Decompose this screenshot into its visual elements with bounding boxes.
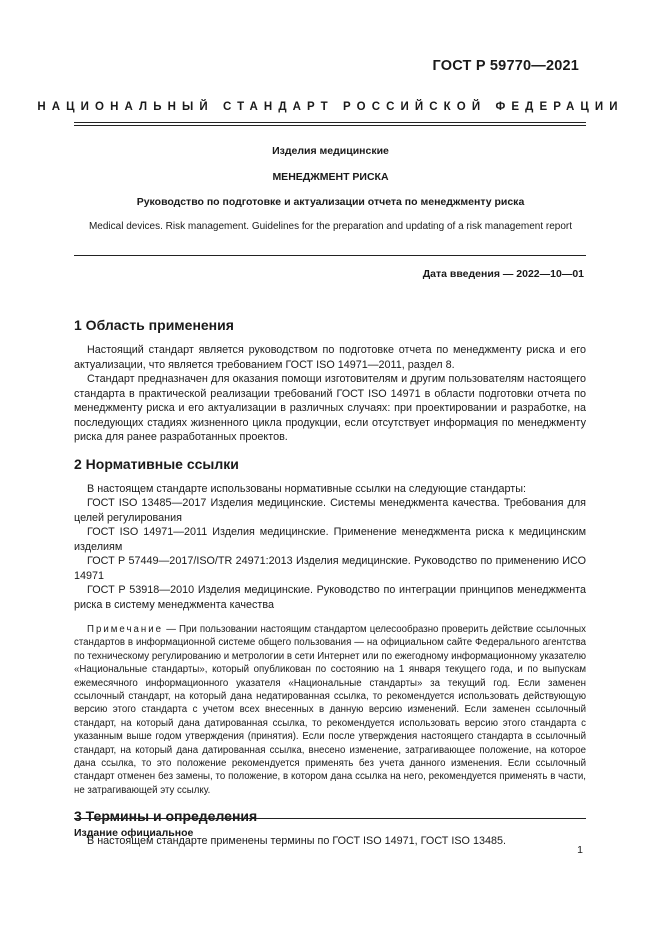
national-standard-banner: НАЦИОНАЛЬНЫЙ СТАНДАРТ РОССИЙСКОЙ ФЕДЕРАЦИИ — [37, 101, 624, 113]
document-body — [74, 316, 586, 849]
official-edition-label: Издание официальное — [74, 827, 194, 839]
date-rule — [74, 255, 586, 256]
section-heading: 1 Область применения — [74, 317, 234, 333]
reference-item: ГОСТ ISO 14971—2011 Изделия медицинские. Применение менеджмента риска к медицинским изделиям — [74, 526, 586, 553]
reference-item: ГОСТ Р 57449—2017/ISO/TR 24971:2013 Изделия медицинские. Руководство по применению ИСО 14971 — [74, 555, 586, 582]
reference-item: ГОСТ Р 53918—2010 Изделия медицинские. Руководство по интеграции принципов менеджмента риска в систему менеджмента качества — [74, 584, 586, 611]
paragraph: Стандарт предназначен для оказания помощи изготовителям и другим пользователям настоящего стандарта в практической реализации требований ГОСТ ISO 14971 в области подготовки отчета по менеджменту риска и его актуализации в различных случаях: при проектировании и разработке, на последующих стадиях жизненного цикла продукции, если отсутствует информация по менеджменту риска для ранее разработанных проектов. — [74, 373, 586, 443]
title-subject: МЕНЕДЖМЕНТ РИСКА — [272, 171, 389, 183]
note — [74, 623, 586, 797]
header-rule-upper — [74, 122, 586, 123]
section-normative-references — [74, 455, 586, 798]
introduction-date: Дата введения — 2022—10—01 — [422, 268, 584, 280]
page-number: 1 — [577, 844, 583, 856]
paragraph: В настоящем стандарте применены термины по ГОСТ ISO 14971, ГОСТ ISO 13485. — [87, 835, 506, 848]
section-heading: 3 Термины и определения — [74, 808, 258, 825]
section-scope — [74, 316, 586, 445]
note-label: Примечание — [87, 624, 164, 635]
title-product: Изделия медицинские — [272, 145, 389, 157]
title-subtitle: Руководство по подготовке и актуализации отчета по менеджменту риска — [136, 196, 525, 208]
reference-item: ГОСТ ISO 13485—2017 Изделия медицинские. Системы менеджмента качества. Требования для целей регулирования — [74, 497, 586, 524]
title-english: Medical devices. Risk management. Guidelines for the preparation and updating of a risk management report — [88, 221, 573, 232]
document-number: ГОСТ Р 59770—2021 — [432, 58, 579, 74]
section-heading: 2 Нормативные ссылки — [74, 455, 239, 472]
footer-rule — [74, 818, 586, 819]
note-text: — При пользовании настоящим стандартом целесообразно проверить действие ссылочных стандартов в информационной системе общего пользования — на официальном сайте Федерального агентства по техническому регулированию и метрологии в сети Интернет или по ежегодному информационному указателю «Национальные стандарты», который опубликован по состоянию на 1 января текущего года, и по выпускам ежемесячного информационного указателя «Национальные стандарты» за текущий год. Если заменен ссылочный стандарт, на который дана недатированная ссылка, то рекомендуется использовать действующую версию этого стандарта с учетом всех внесенных в данную версию изменений. Если заменен ссылочный стандарт, на который дана датированная ссылка, то рекомендуется использовать версию этого стандарта с указанным выше годом утверждения (принятия). Если после утверждения настоящего стандарта в ссылочный стандарт, на который дана датированная ссылка, внесено изменение, затрагивающее положение, на которое дана ссылка, то это положение рекомендуется применять без учета данного изменения. Если ссылочный стандарт отменен без замены, то положение, в котором дана ссылка на него, рекомендуется применять в части, не затрагивающей эту ссылку. — [74, 624, 586, 796]
paragraph: Настоящий стандарт является руководством по подготовке отчета по менеджменту риска и его актуализации, что является требованием ГОСТ ISO 14971—2011, раздел 8. — [74, 344, 586, 371]
header-rule-lower — [74, 125, 586, 126]
paragraph: В настоящем стандарте использованы нормативные ссылки на следующие стандарты: — [87, 482, 526, 495]
